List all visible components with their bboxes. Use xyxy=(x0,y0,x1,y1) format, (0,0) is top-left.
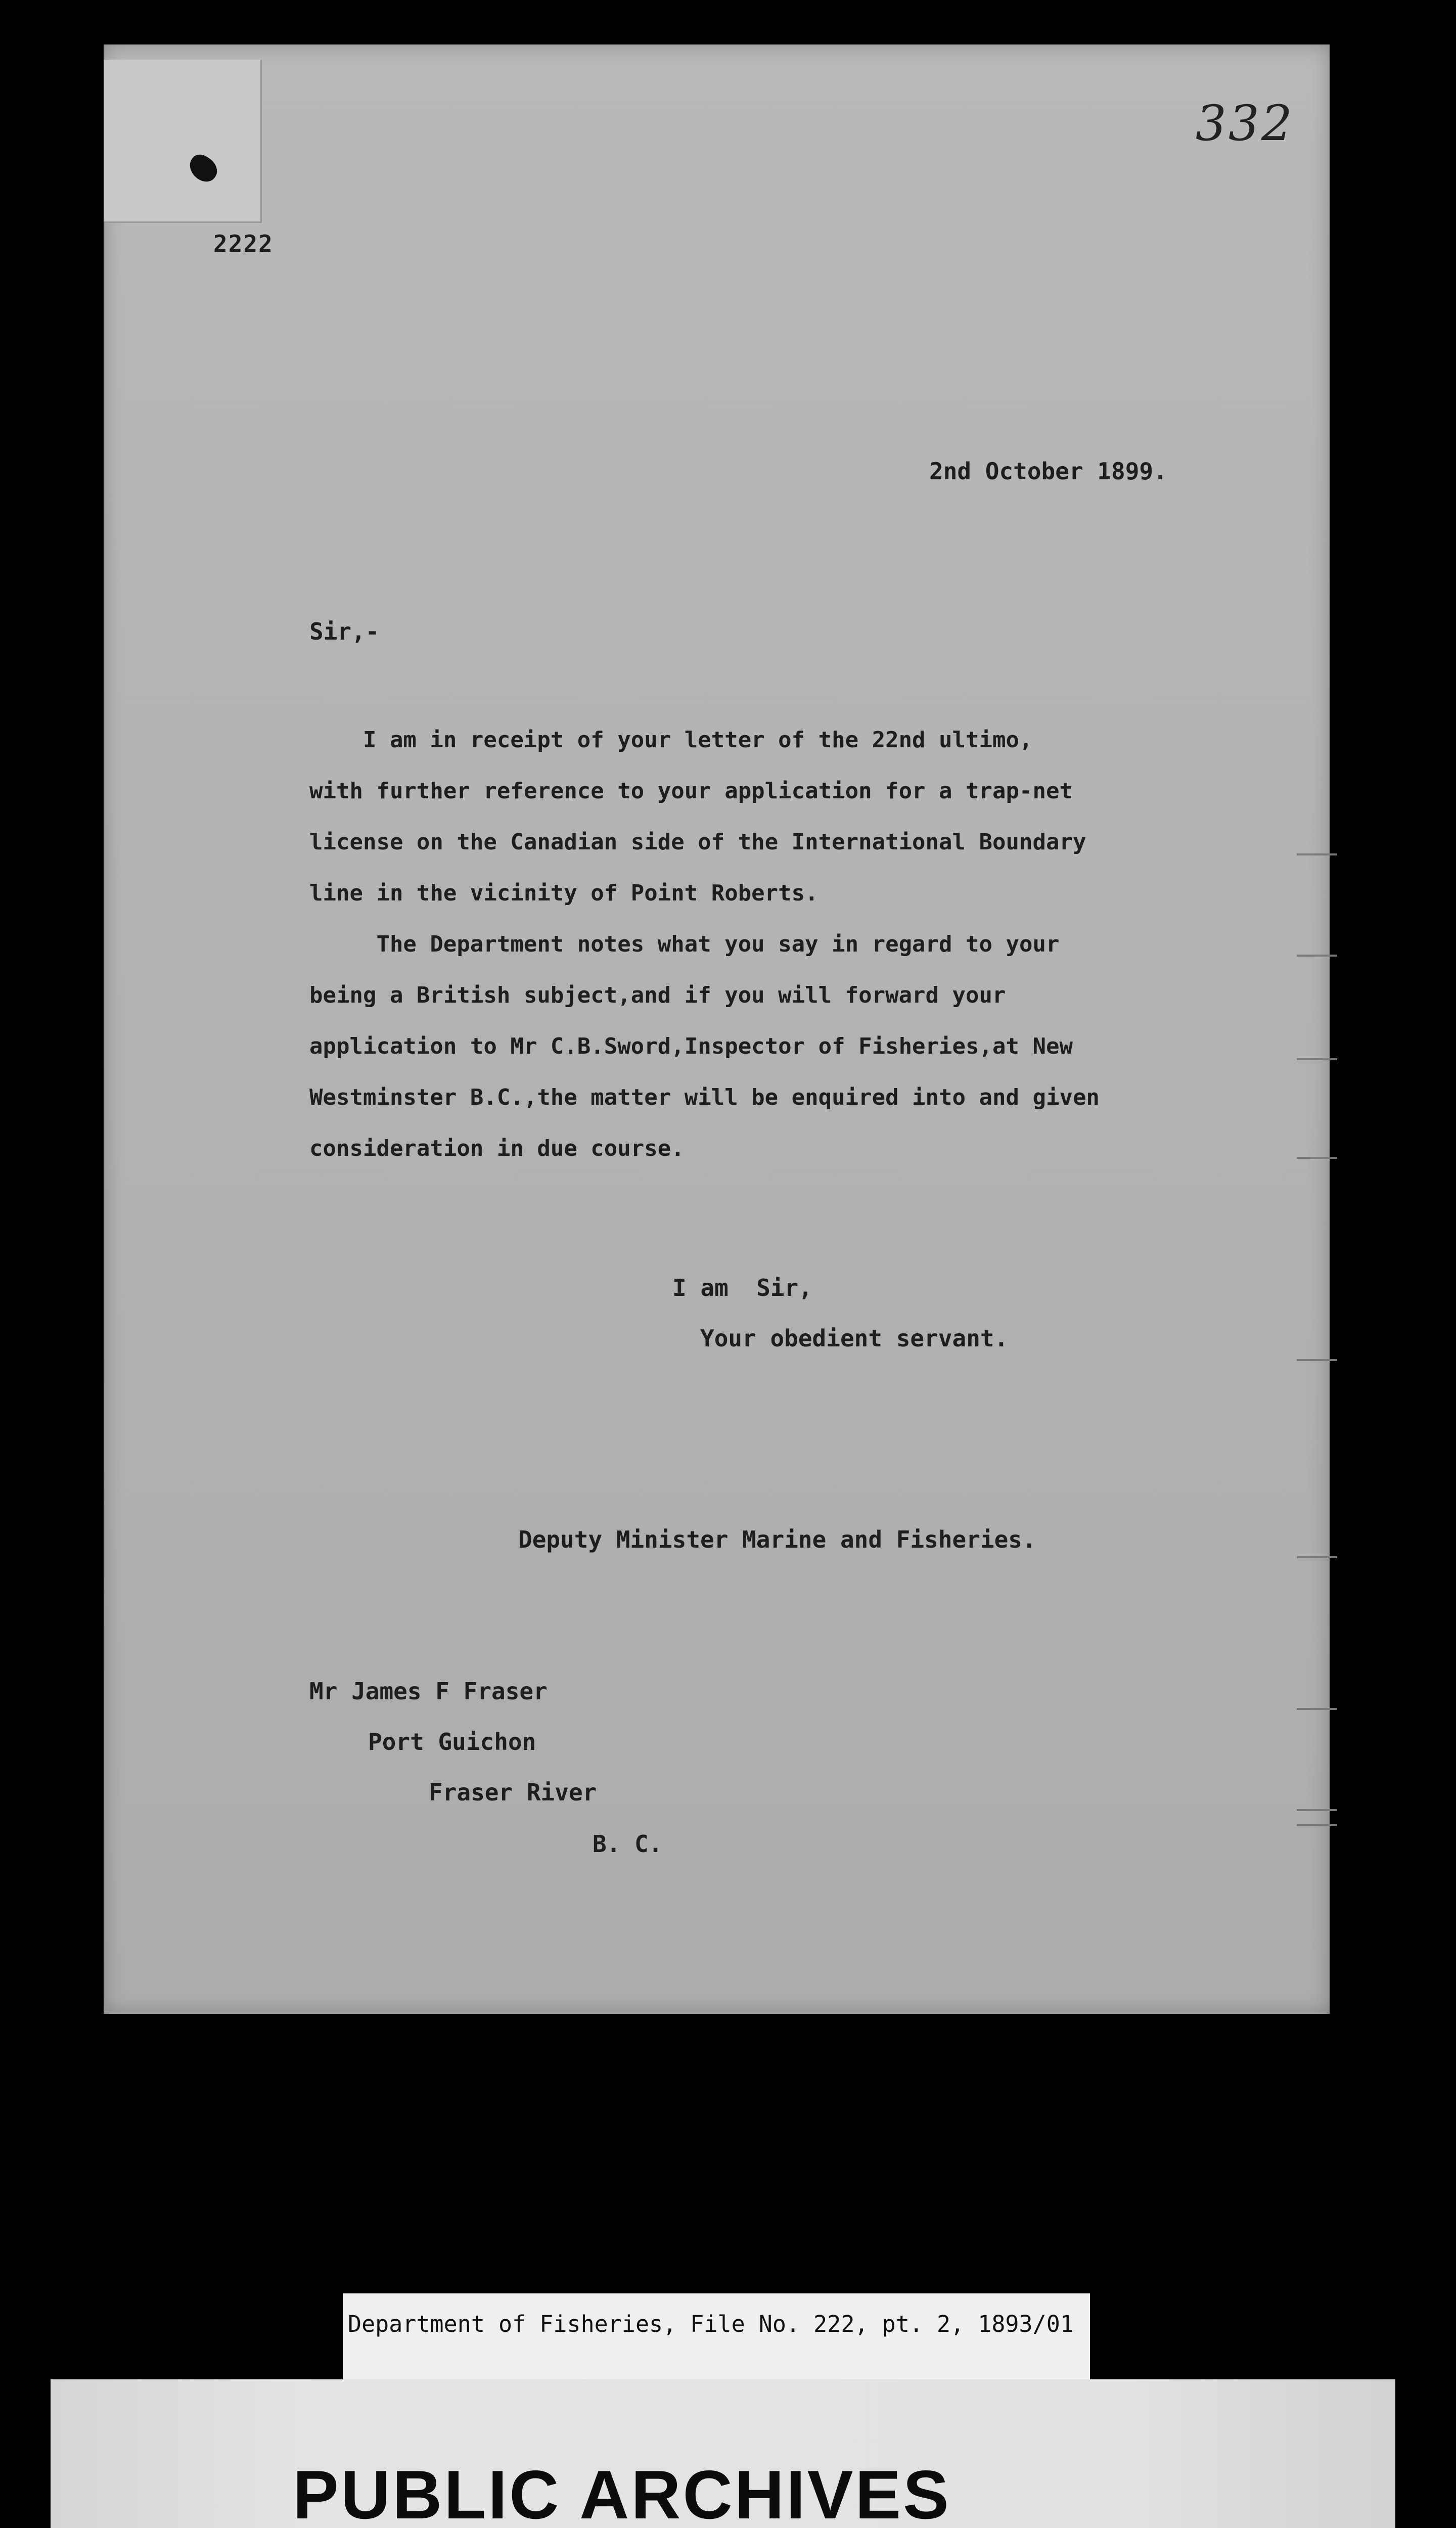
edge-tick-mark xyxy=(1297,1809,1337,1811)
edge-tick-mark xyxy=(1297,1556,1337,1558)
body-line: application to Mr C.B.Sword,Inspector of Fisheries,at New xyxy=(309,1033,1073,1059)
body-line: consideration in due course. xyxy=(309,1136,685,1161)
body-line: The Department notes what you say in regard to your xyxy=(309,931,1060,957)
body-line: Westminster B.C.,the matter will be enquired into and given xyxy=(309,1085,1100,1110)
punch-hole-mark xyxy=(185,151,222,187)
edge-tick-mark xyxy=(1297,955,1337,957)
body-line: license on the Canadian side of the International Boundary xyxy=(309,829,1086,855)
closing-line: I am Sir, xyxy=(672,1274,812,1301)
letter-date: 2nd October 1899. xyxy=(929,458,1167,485)
body-line: with further reference to your application for a trap-net xyxy=(309,778,1073,804)
file-reference-text: Department of Fisheries, File No. 222, pt. 2, 1893/01 xyxy=(348,2311,1074,2337)
edge-tick-mark xyxy=(1297,1157,1337,1159)
address-line: Port Guichon xyxy=(368,1728,536,1755)
stamp-line-english: PUBLIC ARCHIVES xyxy=(293,2456,951,2528)
body-line: I am in receipt of your letter of the 22nd ultimo, xyxy=(309,727,1033,753)
archive-stamp-text xyxy=(101,2379,1143,2528)
address-line: B. C. xyxy=(593,1830,663,1858)
file-number: 2222 xyxy=(213,230,274,257)
address-line: Fraser River xyxy=(429,1779,597,1806)
body-line: being a British subject,and if you will forward your xyxy=(309,982,1006,1008)
closing-line: Your obedient servant. xyxy=(700,1325,1009,1352)
edge-tick-mark xyxy=(1297,1058,1337,1060)
edge-tick-mark xyxy=(1297,1824,1337,1826)
letter-body xyxy=(309,714,1250,1174)
address-line: Mr James F Fraser xyxy=(309,1678,548,1705)
page-number: 332 xyxy=(1195,95,1294,152)
archive-stamp xyxy=(51,2379,1395,2528)
corner-paper-patch xyxy=(104,60,262,223)
signature-line: Deputy Minister Marine and Fisheries. xyxy=(518,1526,1036,1553)
file-reference-label xyxy=(343,2293,1090,2379)
edge-tick-mark xyxy=(1297,1359,1337,1361)
body-line: line in the vicinity of Point Roberts. xyxy=(309,880,818,906)
edge-tick-mark xyxy=(1297,1708,1337,1710)
salutation: Sir,- xyxy=(309,618,380,645)
edge-tick-mark xyxy=(1297,853,1337,855)
